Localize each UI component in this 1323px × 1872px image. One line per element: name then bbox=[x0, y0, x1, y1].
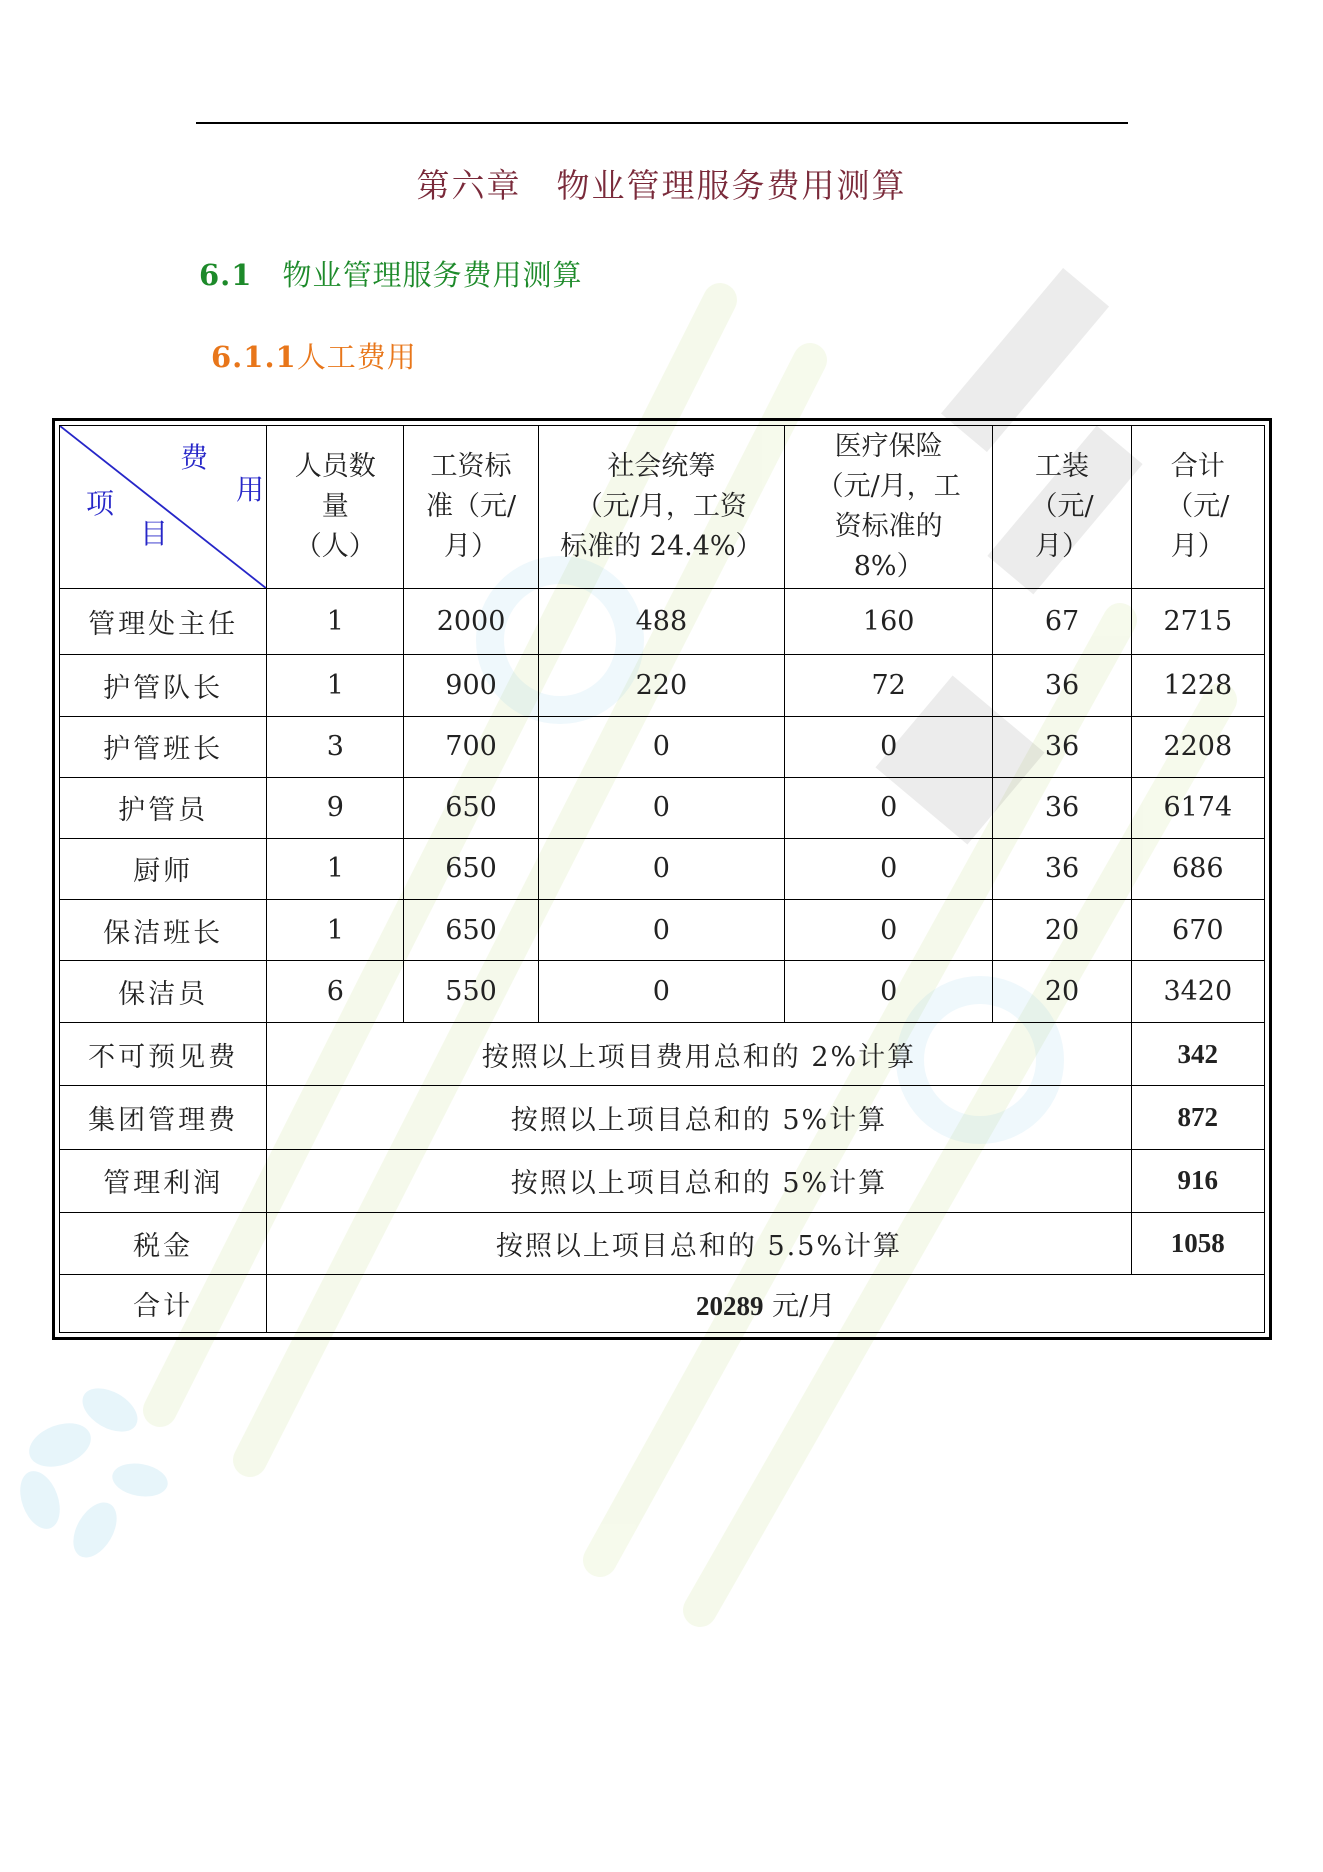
total-label: 合计 bbox=[60, 1274, 267, 1332]
cell-medical-insurance: 0 bbox=[784, 900, 993, 961]
extra-note: 按照以上项目总和的 5%计算 bbox=[267, 1149, 1131, 1212]
extra-label: 税金 bbox=[60, 1212, 267, 1274]
cell-social-security: 220 bbox=[538, 654, 784, 716]
header-subtotal: 合计 （元/ 月） bbox=[1131, 426, 1264, 589]
cell-social-security: 488 bbox=[538, 589, 784, 654]
extra-note: 按照以上项目总和的 5%计算 bbox=[267, 1086, 1131, 1149]
cell-medical-insurance: 0 bbox=[784, 838, 993, 899]
cell-headcount: 1 bbox=[267, 838, 404, 899]
cell-uniform: 20 bbox=[993, 900, 1131, 961]
chapter-title: 第六章 物业管理服务费用测算 bbox=[416, 166, 907, 205]
table-row bbox=[60, 654, 1265, 716]
cell-subtotal: 1228 bbox=[1131, 654, 1264, 716]
cost-table bbox=[59, 425, 1265, 1333]
corner-bottom-1: 项 bbox=[86, 487, 115, 520]
header-uniform: 工装 （元/ 月） bbox=[993, 426, 1131, 589]
extra-amount: 1058 bbox=[1131, 1212, 1264, 1274]
subsection-heading bbox=[211, 335, 417, 376]
table-row bbox=[60, 777, 1265, 838]
cell-medical-insurance: 160 bbox=[784, 589, 993, 654]
extra-cost-row bbox=[60, 1149, 1265, 1212]
cell-social-security: 0 bbox=[538, 961, 784, 1023]
cell-headcount: 3 bbox=[267, 716, 404, 777]
extra-cost-row bbox=[60, 1086, 1265, 1149]
corner-top-1: 费 bbox=[180, 441, 209, 474]
cell-medical-insurance: 0 bbox=[784, 716, 993, 777]
extra-amount: 342 bbox=[1131, 1023, 1264, 1086]
header-social-security: 社会统筹 （元/月，工资 标准的 24.4%） bbox=[538, 426, 784, 589]
cell-headcount: 1 bbox=[267, 654, 404, 716]
section-title: 物业管理服务费用测算 bbox=[282, 258, 583, 292]
cell-uniform: 20 bbox=[993, 961, 1131, 1023]
total-cell bbox=[267, 1274, 1265, 1332]
header-medical-insurance: 医疗保险 （元/月，工 资标准的 8%） bbox=[784, 426, 993, 589]
table-header-row bbox=[60, 426, 1265, 589]
total-unit: 元/月 bbox=[772, 1290, 836, 1322]
row-label: 保洁员 bbox=[60, 961, 267, 1023]
row-label: 保洁班长 bbox=[60, 900, 267, 961]
table-row bbox=[60, 838, 1265, 899]
section-number: 6.1 bbox=[199, 258, 253, 292]
header-salary: 工资标 准（元/ 月） bbox=[404, 426, 539, 589]
cell-uniform: 67 bbox=[993, 589, 1131, 654]
cell-uniform: 36 bbox=[993, 838, 1131, 899]
cell-salary: 700 bbox=[404, 716, 539, 777]
extra-amount: 916 bbox=[1131, 1149, 1264, 1212]
total-row bbox=[60, 1274, 1265, 1332]
table-row bbox=[60, 716, 1265, 777]
cell-headcount: 1 bbox=[267, 900, 404, 961]
cell-social-security: 0 bbox=[538, 838, 784, 899]
cell-salary: 650 bbox=[404, 838, 539, 899]
extra-label: 管理利润 bbox=[60, 1149, 267, 1212]
extra-note: 按照以上项目总和的 5.5%计算 bbox=[267, 1212, 1131, 1274]
cell-salary: 650 bbox=[404, 900, 539, 961]
cell-subtotal: 6174 bbox=[1131, 777, 1264, 838]
cell-headcount: 1 bbox=[267, 589, 404, 654]
cell-subtotal: 2208 bbox=[1131, 716, 1264, 777]
cell-uniform: 36 bbox=[993, 777, 1131, 838]
corner-top-2: 用 bbox=[236, 473, 265, 506]
cell-uniform: 36 bbox=[993, 654, 1131, 716]
cell-salary: 650 bbox=[404, 777, 539, 838]
row-label: 护管队长 bbox=[60, 654, 267, 716]
cell-social-security: 0 bbox=[538, 716, 784, 777]
total-value: 20289 bbox=[696, 1290, 764, 1321]
corner-bottom-2: 目 bbox=[140, 517, 169, 550]
row-label: 管理处主任 bbox=[60, 589, 267, 654]
table-row bbox=[60, 900, 1265, 961]
cell-subtotal: 3420 bbox=[1131, 961, 1264, 1023]
cell-medical-insurance: 72 bbox=[784, 654, 993, 716]
cell-headcount: 6 bbox=[267, 961, 404, 1023]
cell-medical-insurance: 0 bbox=[784, 961, 993, 1023]
cell-social-security: 0 bbox=[538, 900, 784, 961]
header-rule bbox=[196, 122, 1128, 124]
cell-social-security: 0 bbox=[538, 777, 784, 838]
table-row bbox=[60, 961, 1265, 1023]
cell-salary: 900 bbox=[404, 654, 539, 716]
extra-label: 集团管理费 bbox=[60, 1086, 267, 1149]
cell-salary: 550 bbox=[404, 961, 539, 1023]
cell-subtotal: 670 bbox=[1131, 900, 1264, 961]
cell-medical-insurance: 0 bbox=[784, 777, 993, 838]
extra-label: 不可预见费 bbox=[60, 1023, 267, 1086]
extra-cost-row bbox=[60, 1212, 1265, 1274]
table-row bbox=[60, 589, 1265, 654]
cell-headcount: 9 bbox=[267, 777, 404, 838]
section-heading bbox=[199, 253, 582, 294]
extra-amount: 872 bbox=[1131, 1086, 1264, 1149]
extra-cost-row bbox=[60, 1023, 1265, 1086]
header-headcount: 人员数 量 （人） bbox=[267, 426, 404, 589]
row-label: 护管员 bbox=[60, 777, 267, 838]
row-label: 厨师 bbox=[60, 838, 267, 899]
cell-subtotal: 2715 bbox=[1131, 589, 1264, 654]
cost-table-frame bbox=[52, 418, 1272, 1340]
subsection-number: 6.1.1 bbox=[211, 340, 297, 374]
cell-uniform: 36 bbox=[993, 716, 1131, 777]
cell-salary: 2000 bbox=[404, 589, 539, 654]
cell-subtotal: 686 bbox=[1131, 838, 1264, 899]
row-label: 护管班长 bbox=[60, 716, 267, 777]
corner-header bbox=[60, 426, 267, 589]
subsection-title: 人工费用 bbox=[296, 340, 417, 374]
extra-note: 按照以上项目费用总和的 2%计算 bbox=[267, 1023, 1131, 1086]
